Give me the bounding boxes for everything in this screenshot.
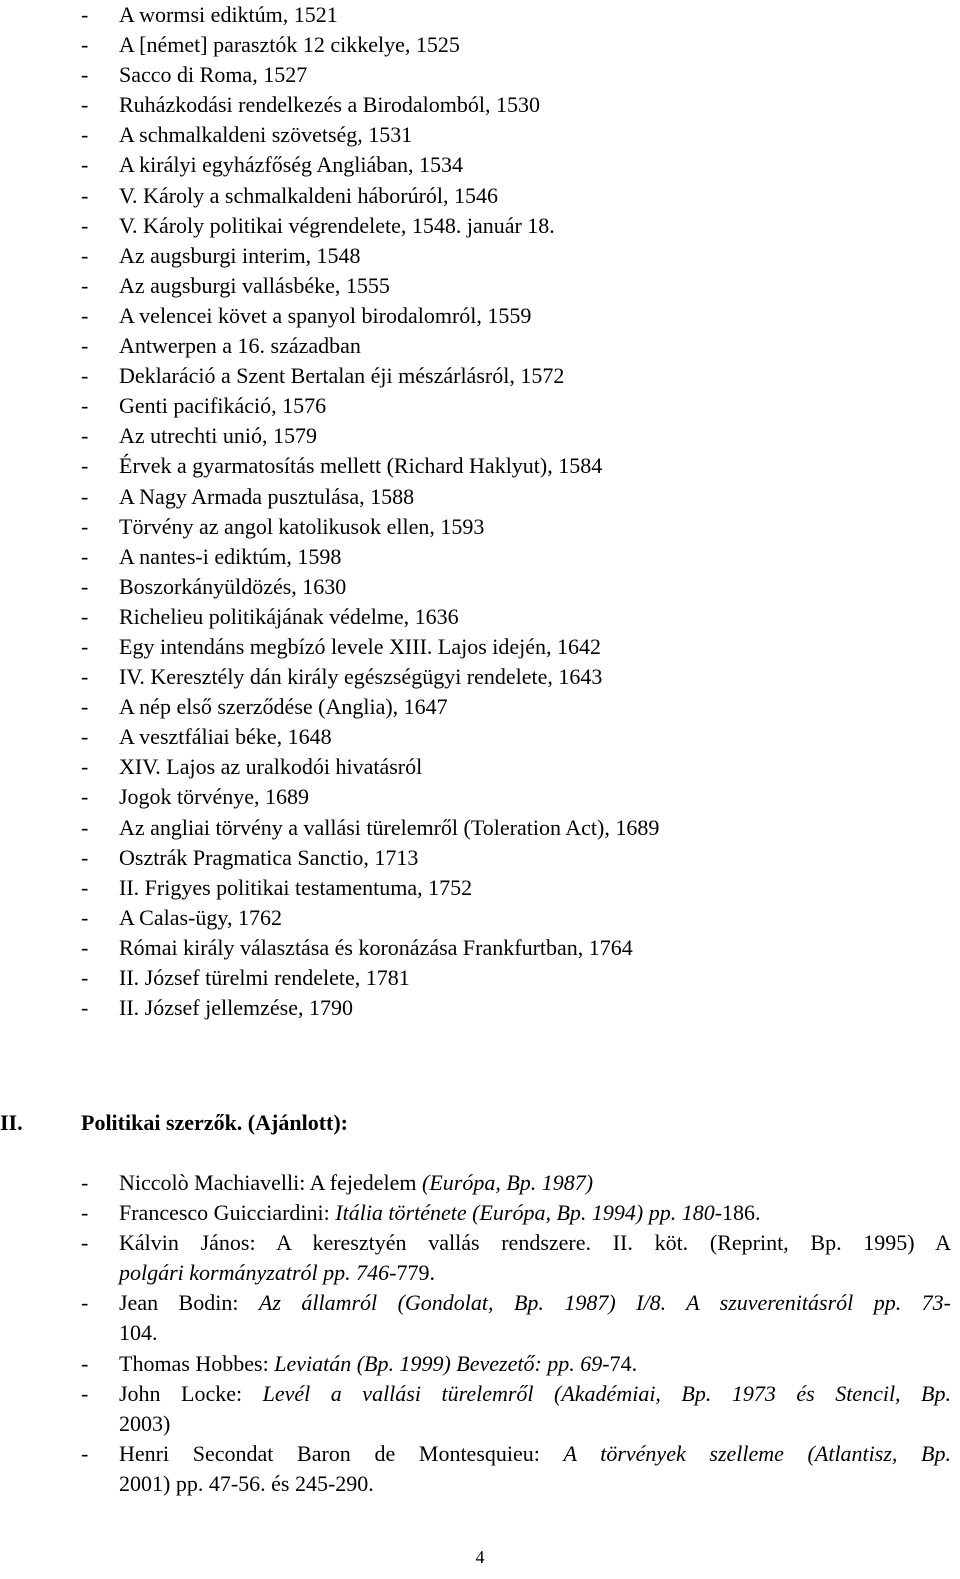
document-title: II. József jellemzése, 1790	[119, 995, 353, 1021]
document-title: A Calas-ügy, 1762	[119, 904, 282, 930]
bullet-dash: -	[81, 874, 89, 900]
reference-author: Niccolò Machiavelli: A fejedelem	[119, 1170, 423, 1195]
bullet-dash: -	[81, 2, 89, 27]
documents-list	[81, 0, 951, 1023]
bullet-dash: -	[81, 1440, 89, 1466]
bullet-dash: -	[81, 212, 89, 238]
reference-italic: Leviatán (Bp. 1999) Bevezető: pp. 69	[274, 1350, 603, 1376]
document-title: A velencei követ a spanyol birodalomról, 1559	[119, 302, 532, 328]
reference-italic: Itália története (Európa, Bp. 1994) pp. 180	[335, 1200, 715, 1226]
document-list-item	[81, 271, 951, 301]
bullet-dash: -	[81, 182, 89, 208]
bullet-dash: -	[81, 934, 89, 960]
document-list-item	[81, 782, 951, 812]
reference-italic: polgári kormányzatról pp. 746	[119, 1260, 390, 1286]
bullet-dash: -	[81, 573, 89, 599]
document-list-item	[81, 813, 951, 843]
document-title: V. Károly a schmalkaldeni háborúról, 1546	[119, 182, 499, 208]
reference-italic: A törvények szelleme (Atlantisz, Bp.	[563, 1440, 951, 1466]
document-list-item	[81, 0, 951, 30]
section-number: II.	[0, 1110, 23, 1135]
document-list-item	[81, 512, 951, 542]
document-title: Sacco di Roma, 1527	[119, 62, 308, 88]
document-title: A schmalkaldeni szövetség, 1531	[119, 122, 413, 148]
bullet-dash: -	[81, 92, 89, 118]
document-list-item	[81, 692, 951, 722]
bullet-dash: -	[81, 272, 89, 298]
document-list-item	[81, 120, 951, 150]
document-list-item	[81, 843, 951, 873]
bullet-dash: -	[81, 363, 89, 389]
document-list-item	[81, 30, 951, 60]
document-title: A vesztfáliai béke, 1648	[119, 724, 332, 750]
document-title: Osztrák Pragmatica Sanctio, 1713	[119, 844, 419, 870]
document-title: A wormsi ediktúm, 1521	[119, 2, 338, 27]
reference-italic: Levél a vallási türelemről (Akadémiai, Bp. 1973 és Stencil, Bp.	[262, 1380, 951, 1406]
document-list-item	[81, 632, 951, 662]
reference-author: Francesco Guicciardini:	[119, 1200, 336, 1226]
bullet-dash: -	[81, 633, 89, 659]
bullet-dash: -	[81, 814, 89, 840]
page-number: 4	[475, 1547, 485, 1567]
reference-rest: -74.	[602, 1350, 638, 1376]
document-list-item	[81, 331, 951, 361]
document-title: Érvek a gyarmatosítás mellett (Richard Haklyut), 1584	[119, 453, 603, 479]
reference-author: Jean Bodin:	[119, 1290, 259, 1316]
document-list-item	[81, 722, 951, 752]
reference-item	[81, 1349, 951, 1379]
document-list-item	[81, 60, 951, 90]
reference-rest: -	[943, 1290, 951, 1316]
bullet-dash: -	[81, 603, 89, 629]
document-list-item	[81, 752, 951, 782]
document-title: Deklaráció a Szent Bertalan éji mészárlásról, 1572	[119, 363, 565, 389]
bullet-dash: -	[81, 1230, 89, 1256]
bullet-dash: -	[81, 483, 89, 509]
bullet-dash: -	[81, 453, 89, 479]
document-list-item	[81, 150, 951, 180]
bullet-dash: -	[81, 62, 89, 88]
document-title: II. Frigyes politikai testamentuma, 1752	[119, 874, 473, 900]
document-title: Törvény az angol katolikusok ellen, 1593	[119, 513, 485, 539]
document-list-item	[81, 993, 951, 1023]
bullet-dash: -	[81, 302, 89, 328]
document-title: Ruházkodási rendelkezés a Birodalomból, 1530	[119, 92, 540, 118]
document-list-item	[81, 90, 951, 120]
bullet-dash: -	[81, 32, 89, 58]
document-list-item	[81, 933, 951, 963]
bullet-dash: -	[81, 333, 89, 359]
document-title: Egy intendáns megbízó levele XIII. Lajos idején, 1642	[119, 633, 602, 659]
reference-author: John Locke:	[119, 1380, 263, 1406]
reference-italic: Az államról (Gondolat, Bp. 1987) I/8. A szuverenitásról pp. 73	[258, 1290, 944, 1316]
bullet-dash: -	[81, 904, 89, 930]
document-list-item	[81, 602, 951, 632]
reference-rest: -779.	[389, 1260, 435, 1286]
document-list-item	[81, 301, 951, 331]
reference-author: Henri Secondat Baron de Montesquieu:	[119, 1440, 564, 1466]
document-title: Az augsburgi vallásbéke, 1555	[119, 272, 390, 298]
bullet-dash: -	[81, 844, 89, 870]
bullet-dash: -	[81, 694, 89, 720]
document-title: Jogok törvénye, 1689	[119, 784, 310, 810]
bullet-dash: -	[81, 1170, 89, 1195]
document-title: XIV. Lajos az uralkodói hivatásról	[119, 754, 423, 780]
bullet-dash: -	[81, 724, 89, 750]
document-title: Antwerpen a 16. században	[119, 333, 361, 359]
document-title: Richelieu politikájának védelme, 1636	[119, 603, 459, 629]
document-title: A nantes-i ediktúm, 1598	[119, 543, 342, 569]
reference-item	[81, 1228, 951, 1288]
bullet-dash: -	[81, 1350, 89, 1376]
document-list-item	[81, 903, 951, 933]
document-list-item	[81, 241, 951, 271]
document-list-item	[81, 482, 951, 512]
document-list-item	[81, 451, 951, 481]
document-list-item	[81, 963, 951, 993]
document-title: A Nagy Armada pusztulása, 1588	[119, 483, 415, 509]
bullet-dash: -	[81, 242, 89, 268]
document-title: II. József türelmi rendelete, 1781	[119, 965, 410, 990]
section-heading	[0, 1108, 960, 1138]
reference-item	[81, 1379, 951, 1439]
document-title: A [német] parasztók 12 cikkelye, 1525	[119, 32, 460, 58]
bullet-dash: -	[81, 393, 89, 419]
bullet-dash: -	[81, 122, 89, 148]
reference-item	[81, 1198, 951, 1228]
document-title: IV. Keresztély dán király egészségügyi rendelete, 1643	[119, 664, 603, 690]
document-title: A királyi egyházfőség Angliában, 1534	[119, 152, 463, 178]
document-title: Az utrechti unió, 1579	[119, 423, 317, 449]
reference-item	[81, 1439, 951, 1499]
reference-continuation: 2001) pp. 47-56. és 245-290.	[119, 1470, 374, 1496]
bullet-dash: -	[81, 965, 89, 990]
bullet-dash: -	[81, 1200, 89, 1226]
document-list-item	[81, 421, 951, 451]
bullet-dash: -	[81, 784, 89, 810]
bullet-dash: -	[81, 543, 89, 569]
bullet-dash: -	[81, 152, 89, 178]
bullet-dash: -	[81, 995, 89, 1021]
document-list-item	[81, 361, 951, 391]
reference-item	[81, 1288, 951, 1348]
reference-author: Thomas Hobbes:	[119, 1350, 275, 1376]
document-list-item	[81, 181, 951, 211]
reference-italic: (Európa, Bp. 1987)	[422, 1170, 594, 1195]
reference-author: Kálvin János: A keresztyén vallás rendszere. II. köt. (Reprint, Bp. 1995) A	[119, 1230, 951, 1256]
bullet-dash: -	[81, 1290, 89, 1316]
document-list-item	[81, 662, 951, 692]
bullet-dash: -	[81, 1380, 89, 1406]
document-title: Római király választása és koronázása Frankfurtban, 1764	[119, 934, 633, 960]
document-title: A nép első szerződése (Anglia), 1647	[119, 694, 448, 720]
document-title: V. Károly politikai végrendelete, 1548. január 18.	[119, 212, 555, 238]
section-title: Politikai szerzők. (Ajánlott):	[81, 1110, 348, 1135]
document-title: Boszorkányüldözés, 1630	[119, 573, 347, 599]
reference-rest: -186.	[714, 1200, 761, 1226]
references-list	[81, 1168, 951, 1499]
bullet-dash: -	[81, 423, 89, 449]
document-title: Az augsburgi interim, 1548	[119, 242, 361, 268]
document-list-item	[81, 211, 951, 241]
document-title: Genti pacifikáció, 1576	[119, 393, 327, 419]
document-list-item	[81, 542, 951, 572]
bullet-dash: -	[81, 664, 89, 690]
reference-continuation: 104.	[119, 1320, 158, 1346]
reference-continuation: 2003)	[119, 1410, 171, 1436]
reference-item	[81, 1168, 951, 1198]
bullet-dash: -	[81, 513, 89, 539]
document-list-item	[81, 572, 951, 602]
document-title: Az angliai törvény a vallási türelemről (Toleration Act), 1689	[119, 814, 660, 840]
document-list-item	[81, 873, 951, 903]
document-list-item	[81, 391, 951, 421]
bullet-dash: -	[81, 754, 89, 780]
